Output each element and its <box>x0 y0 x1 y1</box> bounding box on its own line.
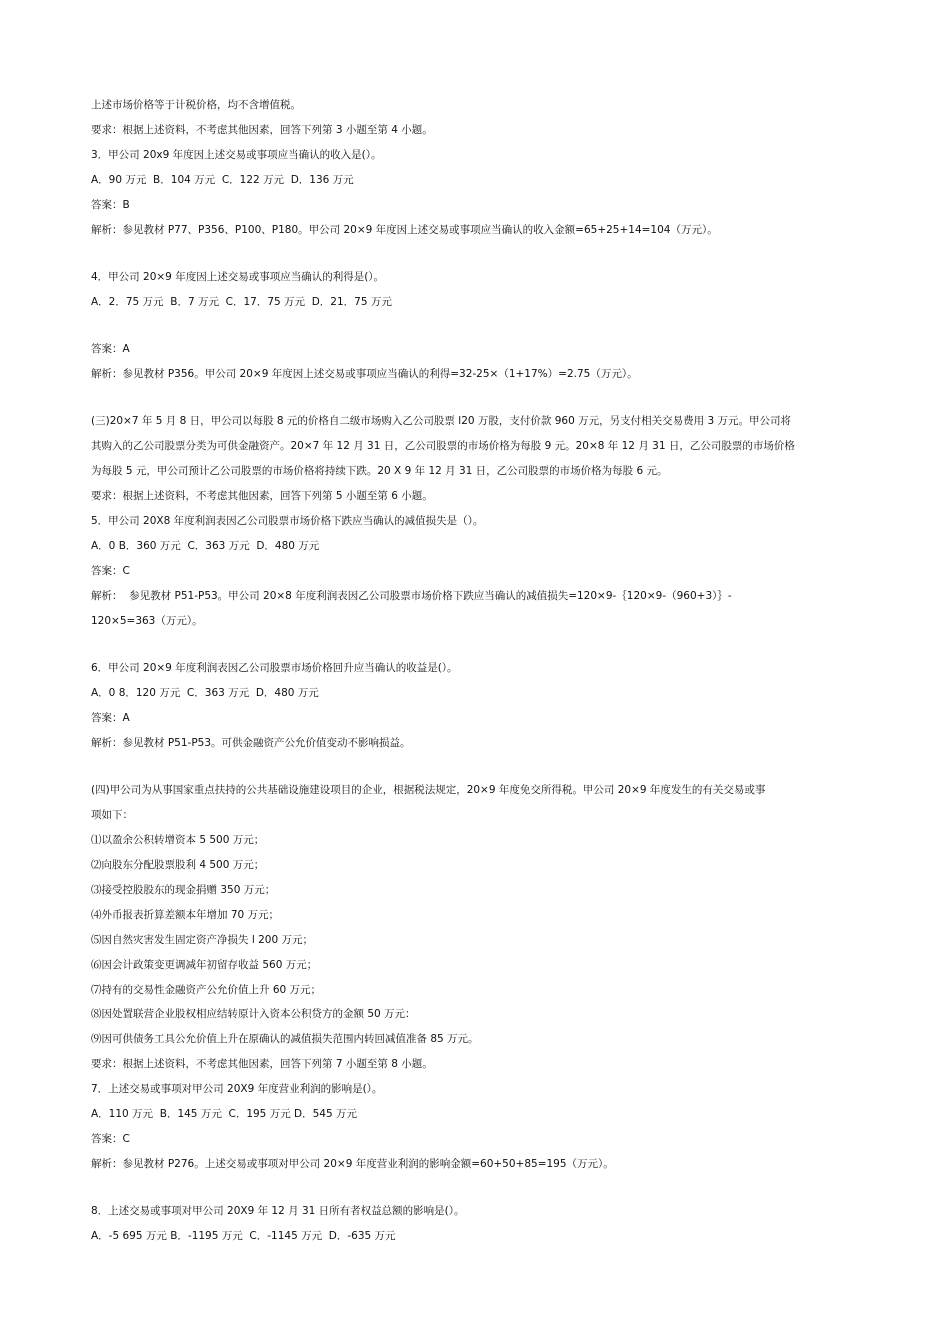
question-3: 3．甲公司 20x9 年度因上述交易或事项应当确认的收入是(）。 <box>91 149 382 161</box>
question-3-explanation: 解析：参见教材 P77、P356、P100、P180。甲公司 20×9 年度因上述交易或事项应当确认的收入金额=65+25+14=104（万元）。 <box>91 224 718 236</box>
question-7-explanation: 解析：参见教材 P276。上述交易或事项对甲公司 20×9 年度营业利润的影响金额=60+50+85=195（万元）。 <box>91 1158 614 1170</box>
question-7-answer: 答案：C <box>91 1133 130 1145</box>
text-line: 要求：根据上述资料，不考虑其他因素，回答下列第 5 小题至第 6 小题。 <box>91 490 433 502</box>
question-4-options: A．2．75 万元 B．7 万元 C．17．75 万元 D．21．75 万元 <box>91 296 392 308</box>
question-3-options: A．90 万元 B．104 万元 C．122 万元 D．136 万元 <box>91 174 354 186</box>
list-item: ⑶接受控股股东的现金捐赠 350 万元； <box>91 884 276 896</box>
question-6-explanation: 解析：参见教材 P51-P53。可供金融资产公允价值变动不影响损益。 <box>91 737 411 749</box>
text-line: 要求：根据上述资料，不考虑其他因素，回答下列第 7 小题至第 8 小题。 <box>91 1058 433 1070</box>
question-4-answer: 答案：A <box>91 343 130 355</box>
question-8-options: A．-5 695 万元 B．-1195 万元 C．-1145 万元 D．-635 万元 <box>91 1230 396 1242</box>
text-line: 要求：根据上述资料，不考虑其他因素，回答下列第 3 小题至第 4 小题。 <box>91 124 433 136</box>
list-item: ⑸因自然灾害发生固定资产净损失 l 200 万元； <box>91 934 313 946</box>
list-item: ⑹因会计政策变更调减年初留存收益 560 万元； <box>91 959 318 971</box>
section-3-text: 其购入的乙公司股票分类为可供金融资产。20×7 年 12 月 31 日，乙公司股票的市场价格为每股 9 元。20×8 年 12 月 31 日，乙公司股票的市场价格 <box>91 440 795 452</box>
question-7-options: A．110 万元 B．145 万元 C．195 万元 D．545 万元 <box>91 1108 358 1120</box>
list-item: ⑼因可供债务工具公允价值上升在原确认的减值损失范围内转回减值准备 85 万元。 <box>91 1033 479 1045</box>
list-item: ⑴以盈余公积转增资本 5 500 万元； <box>91 834 265 846</box>
section-4-text: (四)甲公司为从事国家重点扶持的公共基础设施建设项目的企业，根据税法规定，20×9 年度免交所得税。甲公司 20×9 年度发生的有关交易或事 <box>91 784 766 796</box>
question-6-options: A．0 8．120 万元 C．363 万元 D．480 万元 <box>91 687 319 699</box>
list-item: ⑵向股东分配股票股利 4 500 万元； <box>91 859 265 871</box>
question-5-options: A．0 B．360 万元 C．363 万元 D．480 万元 <box>91 540 320 552</box>
list-item: ⑺持有的交易性金融资产公允价值上升 60 万元； <box>91 984 322 996</box>
text-line: 上述市场价格等于计税价格，均不含增值税。 <box>91 99 301 111</box>
question-6-answer: 答案：A <box>91 712 130 724</box>
question-5-answer: 答案：C <box>91 565 130 577</box>
section-3-text: (三)20×7 年 5 月 8 日，甲公司以每股 8 元的价格自二级市场购入乙公司股票 l20 万股，支付价款 960 万元，另支付相关交易费用 3 万元。甲公司将 <box>91 415 791 427</box>
section-4-text: 项如下： <box>91 809 133 821</box>
question-5: 5．甲公司 20X8 年度利润表因乙公司股票市场价格下跌应当确认的减值损失是（）。 <box>91 515 484 527</box>
question-5-explanation: 120×5=363（万元）。 <box>91 615 203 627</box>
section-3-text: 为每股 5 元，甲公司预计乙公司股票的市场价格将持续下跌。20 X 9 年 12 月 31 日，乙公司股票的市场价格为每股 6 元。 <box>91 465 668 477</box>
question-7: 7．上述交易或事项对甲公司 20X9 年度营业利润的影响是(）。 <box>91 1083 383 1095</box>
question-4-explanation: 解析：参见教材 P356。甲公司 20×9 年度因上述交易或事项应当确认的利得=32-25×（1+17%）=2.75（万元）。 <box>91 368 638 380</box>
question-8: 8．上述交易或事项对甲公司 20X9 年 12 月 31 日所有者权益总额的影响是(）。 <box>91 1205 465 1217</box>
question-4: 4．甲公司 20×9 年度因上述交易或事项应当确认的利得是(）。 <box>91 271 385 283</box>
list-item: ⑷外币报表折算差额本年增加 70 万元； <box>91 909 280 921</box>
list-item: ⑻因处置联营企业股权相应结转原计入资本公积贷方的金额 50 万元： <box>91 1008 416 1020</box>
question-5-explanation: 解析： 参见教材 P51-P53。甲公司 20×8 年度利润表因乙公司股票市场价格下跌应当确认的减值损失=120×9-｛120×9-（960+3）｝- <box>91 590 732 602</box>
question-6: 6．甲公司 20×9 年度利润表因乙公司股票市场价格回升应当确认的收益是(）。 <box>91 662 458 674</box>
question-3-answer: 答案：B <box>91 199 130 211</box>
